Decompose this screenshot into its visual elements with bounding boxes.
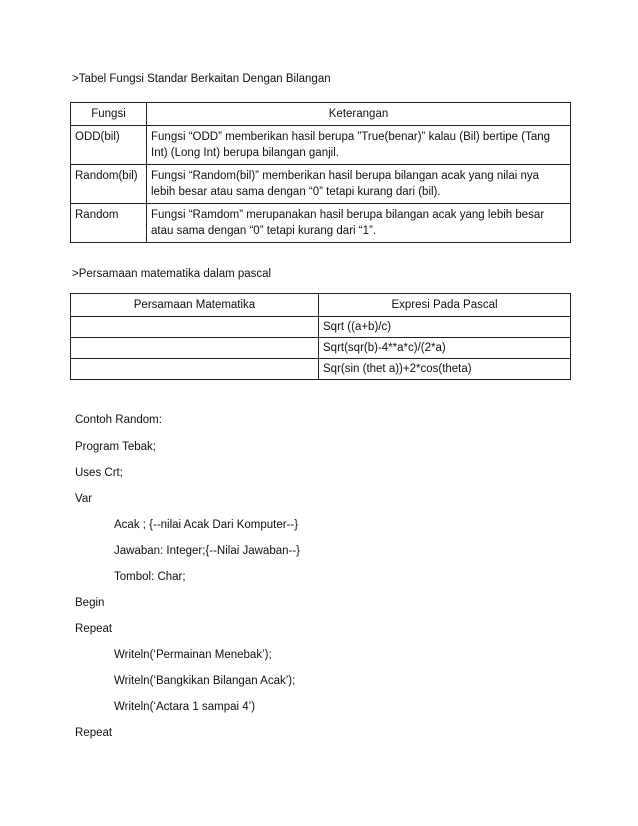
cell-persamaan <box>71 317 319 338</box>
standard-functions-table <box>70 102 571 243</box>
cell-keterangan: Fungsi “Random(bil)” memberikan hasil berupa bilangan acak yang nilai nya lebih besar atau sama dengan “0” tetapi kurang dari (bil). <box>147 165 571 204</box>
code-line: Acak ; {--nilai Acak Dari Komputer--} <box>114 519 299 531</box>
table-row <box>71 359 571 380</box>
cell-keterangan: Fungsi “Ramdom” merupanakan hasil berupa bilangan acak yang lebih besar atau sama dengan “0” tetapi kurang dari “1”. <box>147 204 571 243</box>
cell-ekspresi: Sqrt(sqr(b)-4**a*c)/(2*a) <box>319 338 571 359</box>
cell-fungsi: Random <box>71 204 147 243</box>
code-line: Var <box>75 493 93 505</box>
code-line: Writeln(‘Actara 1 sampai 4’) <box>114 701 256 713</box>
table-row <box>71 126 571 165</box>
cell-fungsi: ODD(bil) <box>71 126 147 165</box>
cell-persamaan <box>71 338 319 359</box>
header-fungsi: Fungsi <box>71 103 147 126</box>
table-row <box>71 165 571 204</box>
math-expressions-table <box>70 293 571 380</box>
cell-ekspresi: Sqr(sin (thet a))+2*cos(theta) <box>319 359 571 380</box>
cell-persamaan <box>71 359 319 380</box>
table-header-row <box>71 294 571 317</box>
cell-fungsi: Random(bil) <box>71 165 147 204</box>
code-line: Repeat <box>75 727 113 739</box>
code-line: Uses Crt; <box>75 467 123 479</box>
cell-keterangan: Fungsi “ODD” memberikan hasil berupa ”True(benar)” kalau (Bil) bertipe (Tang Int) (Long Int) berupa bilangan ganjil. <box>147 126 571 165</box>
code-line: Repeat <box>75 623 113 635</box>
code-line: Begin <box>75 597 105 609</box>
cell-ekspresi: Sqrt ((a+b)/c) <box>319 317 571 338</box>
code-line: Tombol: Char; <box>114 571 186 583</box>
table-header-row <box>71 103 571 126</box>
section2-heading: >Persamaan matematika dalam pascal <box>72 268 272 280</box>
code-line: Program Tebak; <box>75 441 156 453</box>
code-line: Jawaban: Integer;{--Nilai Jawaban--} <box>114 545 301 557</box>
table-row <box>71 204 571 243</box>
table-row <box>71 317 571 338</box>
header-persamaan: Persamaan Matematika <box>71 294 319 317</box>
code-line: Contoh Random: <box>75 414 162 426</box>
code-line: Writeln(‘Permainan Menebak’); <box>114 649 272 661</box>
table-row <box>71 338 571 359</box>
header-keterangan: Keterangan <box>147 103 571 126</box>
code-line: Writeln(‘Bangkikan Bilangan Acak’); <box>114 675 296 687</box>
header-ekspresi: Expresi Pada Pascal <box>319 294 571 317</box>
section1-heading: >Tabel Fungsi Standar Berkaitan Dengan Bilangan <box>72 73 331 85</box>
